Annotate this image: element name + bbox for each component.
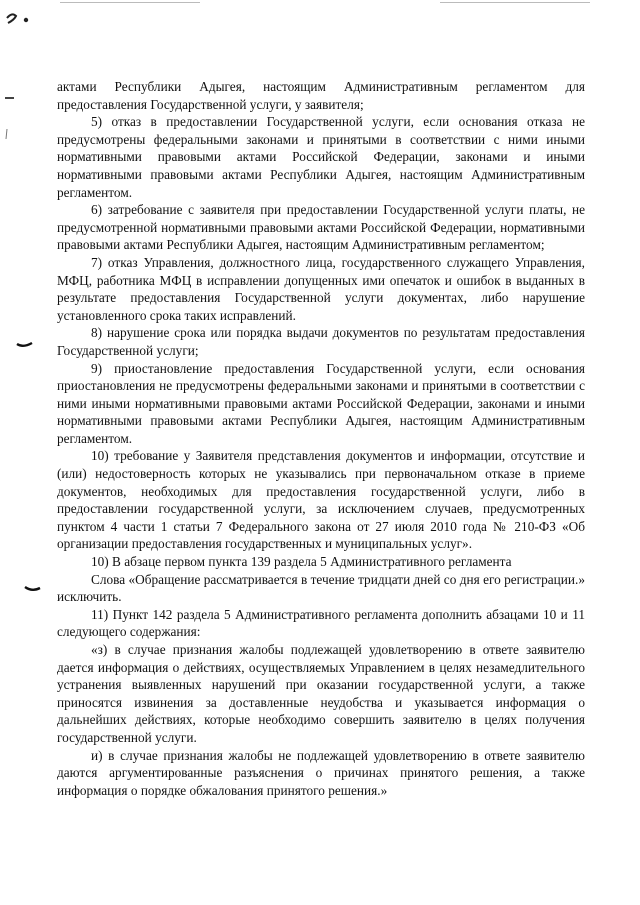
paragraph: 5) отказ в предоставлении Государственной услуги, если основания отказа не предусмотрены федеральными законами и принятыми в соответствии с ними иными нормативными правовыми актами Российской Федерации, законами и иными нормативными правовыми актами Республики Адыгея, настоящим Административным регламентом. [57, 114, 585, 200]
paragraph: 11) Пункт 142 раздела 5 Административного регламента дополнить абзацами 10 и 11 следующего содержания: [57, 606, 585, 640]
scan-artifact-mark [4, 94, 16, 102]
paragraph: 7) отказ Управления, должностного лица, государственного служащего Управления, МФЦ, работника МФЦ в исправлении допущенных ими опечаток и ошибок в выданных в результате предоставления Государственной услуги документах, либо нарушение установленного срока таких исправлений. [57, 254, 585, 323]
scan-artifact-mark [24, 584, 42, 594]
paragraph: 10) В абзаце первом пункта 139 раздела 5 Административного регламента [91, 554, 512, 570]
paragraph: 9) приостановление предоставления Государственной услуги, если основания приостановления не предусмотрены федеральными законами и принятыми в соответствии с ними иными нормативными правовыми актами Российской Федерации, законами и иными нормативными правовыми актами Республики Адыгея, настоящим Административным регламентом. [57, 360, 585, 446]
scan-artifact-mark [2, 128, 12, 140]
scan-edge-line [440, 2, 590, 3]
document-body [57, 78, 585, 799]
paragraph: Слова «Обращение рассматривается в течение тридцати дней со дня его регистрации.» исключить. [57, 571, 585, 605]
scan-artifact-mark [16, 340, 34, 350]
paragraph: и) в случае признания жалобы не подлежащей удовлетворению в ответе заявителю даются аргументированные разъяснения о причинах принятого решения, а также информация о порядке обжалования принятого решения.» [57, 747, 585, 798]
scan-artifact-mark [4, 6, 44, 28]
paragraph: 6) затребование с заявителя при предоставлении Государственной услуги платы, не предусмотренной нормативными правовыми актами Российской Федерации, нормативными правовыми актами Республики Адыгея, настоящим Административным регламентом; [57, 202, 585, 253]
scan-edge-line [60, 2, 200, 3]
paragraph: «з) в случае признания жалобы подлежащей удовлетворению в ответе заявителю дается информация о действиях, осуществляемых Управлением в целях незамедлительного устранения выявленных нарушений при оказании государственной услуги, а также приносятся извинения за доставленные неудобства и указывается информация о дальнейших действиях, которые необходимо совершить заявителю в целях получения государственной услуги. [57, 642, 585, 745]
paragraph: актами Республики Адыгея, настоящим Административным регламентом для предоставления Государственной услуги, у заявителя; [57, 79, 585, 112]
paragraph: 10) требование у Заявителя представления документов и информации, отсутствие и (или) недостоверность которых не указывались при первоначальном отказе в приеме документов, необходимых для предоставления государственной услуги, либо в предоставлении государственной услуги, за исключением случаев, предусмотренных пунктом 4 части 1 статьи 7 Федерального закона от 27 июля 2010 года № 210-ФЗ «Об организации предоставления государственных и муниципальных услуг». [57, 448, 585, 552]
paragraph: 8) нарушение срока или порядка выдачи документов по результатам предоставления Государственной услуги; [57, 325, 585, 358]
